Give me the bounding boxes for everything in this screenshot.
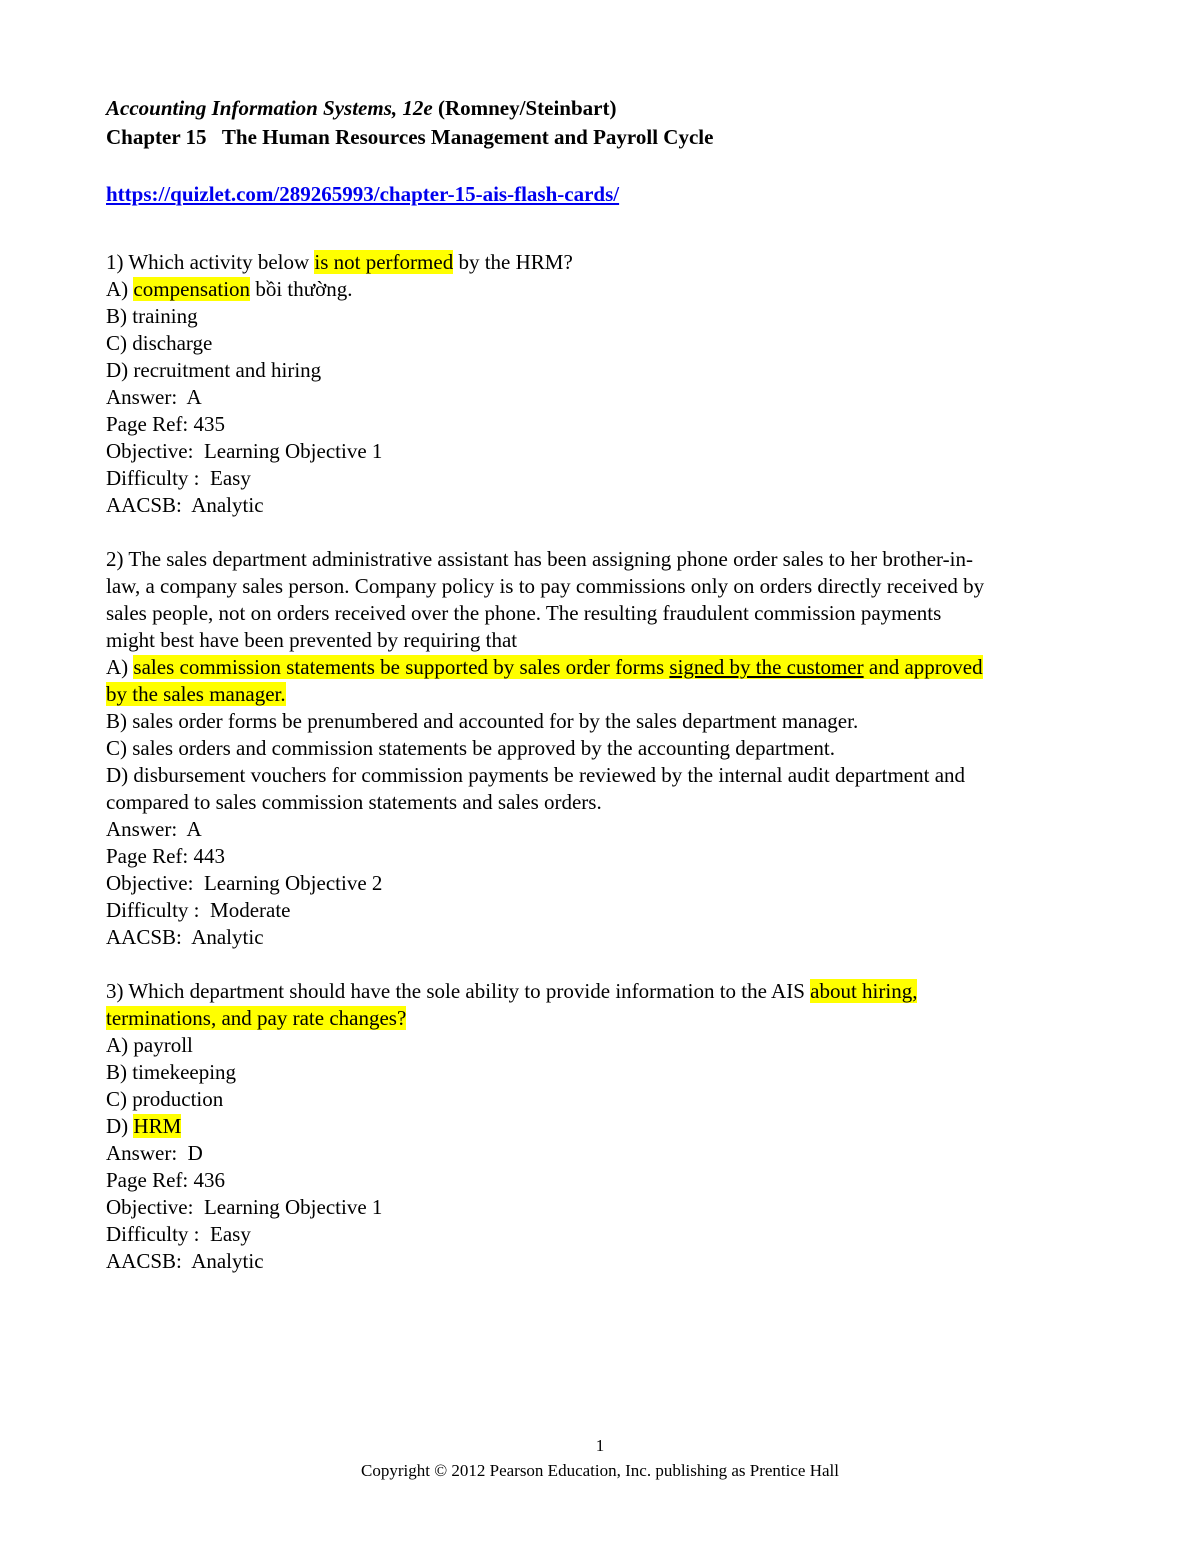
question-2-stem-line-2: law, a company sales person. Company policy is to pay commissions only on orders directly received by (106, 574, 985, 598)
question-2-option-d-line-1: D) disbursement vouchers for commission payments be reviewed by the internal audit department and (106, 763, 966, 787)
question-1 (106, 249, 1096, 519)
highlighted-text: is not performed (314, 250, 454, 274)
question-1-difficulty: Difficulty : Easy (106, 466, 251, 490)
question-3-option-b: B) timekeeping (106, 1060, 237, 1084)
chapter-title: Chapter 15 The Human Resources Management and Payroll Cycle (106, 125, 714, 149)
stem-text: 1) Which activity below (106, 250, 315, 274)
option-prefix: A) (106, 655, 134, 679)
question-3-answer: Answer: D (106, 1141, 203, 1165)
highlighted-text: sales commission statements be supported by sales order forms (133, 655, 670, 679)
question-3-objective: Objective: Learning Objective 1 (106, 1195, 383, 1219)
highlighted-text: terminations, and pay rate changes? (106, 1006, 407, 1030)
question-3-stem-line-1 (106, 978, 1096, 1005)
highlighted-text: about hiring, (810, 979, 918, 1003)
question-2-stem-line-4: might best have been prevented by requiring that (106, 628, 518, 652)
question-2-option-a (106, 654, 1096, 681)
option-prefix: A) (106, 277, 134, 301)
question-2-objective: Objective: Learning Objective 2 (106, 871, 383, 895)
question-3-aacsb: AACSB: Analytic (106, 1249, 264, 1273)
highlighted-text: HRM (133, 1114, 182, 1138)
book-title-line (106, 94, 1096, 123)
question-2-stem-line-3: sales people, not on orders received over the phone. The resulting fraudulent commission payments (106, 601, 942, 625)
question-1-option-b: B) training (106, 304, 198, 328)
question-2 (106, 546, 1096, 951)
question-3-option-a: A) payroll (106, 1033, 193, 1057)
option-prefix: D) (106, 1114, 134, 1138)
question-1-option-a (106, 276, 1096, 303)
question-2-answer: Answer: A (106, 817, 202, 841)
question-3-difficulty: Difficulty : Easy (106, 1222, 251, 1246)
question-2-option-c: C) sales orders and commission statements be approved by the accounting department. (106, 736, 835, 760)
quizlet-link[interactable]: https://quizlet.com/289265993/chapter-15-ais-flash-cards/ (106, 182, 620, 206)
stem-text: 3) Which department should have the sole ability to provide information to the AIS (106, 979, 811, 1003)
stem-text: by the HRM? (453, 250, 573, 274)
underlined-highlighted-text: signed by the customer (669, 655, 864, 679)
question-2-stem-line-1: 2) The sales department administrative assistant has been assigning phone order sales to her brother-in- (106, 547, 973, 571)
book-title: Accounting Information Systems, 12e (106, 96, 433, 120)
question-2-option-b: B) sales order forms be prenumbered and accounted for by the sales department manager. (106, 709, 859, 733)
question-1-aacsb: AACSB: Analytic (106, 493, 264, 517)
question-1-page-ref: Page Ref: 435 (106, 412, 225, 436)
book-authors: (Romney/Steinbart) (437, 96, 617, 120)
question-3 (106, 978, 1096, 1275)
question-3-page-ref: Page Ref: 436 (106, 1168, 225, 1192)
copyright-notice: Copyright © 2012 Pearson Education, Inc. publishing as Prentice Hall (361, 1461, 839, 1480)
question-1-stem (106, 249, 1096, 276)
question-3-option-d (106, 1113, 1096, 1140)
highlighted-text: by the sales manager. (106, 682, 286, 706)
question-1-option-c: C) discharge (106, 331, 213, 355)
highlighted-text: compensation (133, 277, 251, 301)
question-1-objective: Objective: Learning Objective 1 (106, 439, 383, 463)
question-2-difficulty: Difficulty : Moderate (106, 898, 291, 922)
highlighted-text: and approved (863, 655, 983, 679)
page-content (106, 94, 1096, 1275)
option-text: bồi thường. (250, 277, 353, 301)
question-2-aacsb: AACSB: Analytic (106, 925, 264, 949)
question-2-option-a-line-2 (106, 681, 1096, 708)
page-number: 1 (595, 1436, 605, 1455)
question-2-page-ref: Page Ref: 443 (106, 844, 225, 868)
question-3-option-c: C) production (106, 1087, 224, 1111)
question-2-option-d-line-2: compared to sales commission statements and sales orders. (106, 790, 602, 814)
question-1-option-d: D) recruitment and hiring (106, 358, 322, 382)
question-1-answer: Answer: A (106, 385, 202, 409)
question-3-stem-line-2 (106, 1005, 1096, 1032)
